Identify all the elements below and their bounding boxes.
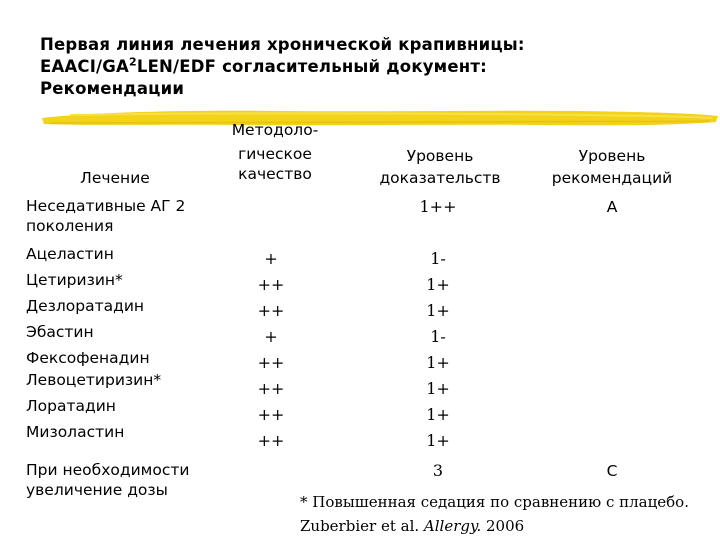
drug-evidence: 1+ <box>426 353 450 372</box>
drug-quality: ++ <box>257 353 285 372</box>
drug-name: Фексофенадин <box>26 349 150 367</box>
reference-journal: Allergy. <box>423 517 482 535</box>
title-line-2-start: EAACI/GA <box>40 57 129 76</box>
drug-evidence: 1+ <box>426 405 450 424</box>
header-evidence-line-1: Уровень <box>406 147 474 165</box>
drug-name: Эбастин <box>26 323 94 341</box>
drug-quality: ++ <box>257 275 285 294</box>
header-treatment: Лечение <box>80 169 150 187</box>
drug-quality: + <box>264 249 278 268</box>
drug-evidence: 1+ <box>426 275 450 294</box>
group-1-recommendation: A <box>606 198 618 216</box>
drug-name: Ацеластин <box>26 245 114 263</box>
drug-name: Левоцетиризин* <box>26 371 162 389</box>
footnote-reference <box>300 516 524 536</box>
title-line-3: Рекомендации <box>40 79 185 98</box>
group-1-name-line-1: Неседативные АГ 2 <box>26 197 186 215</box>
drug-quality: ++ <box>257 379 285 398</box>
title-line-2-end: LEN/EDF согласительный документ: <box>136 57 487 76</box>
group-2-name-line-1: При необходимости <box>26 461 190 479</box>
header-recommendation-line-2: рекомендаций <box>551 169 673 187</box>
drug-evidence: 1+ <box>426 301 450 320</box>
title-line-1: Первая линия лечения хронической крапивницы: <box>40 35 525 54</box>
group-1-evidence: 1++ <box>419 197 457 216</box>
reference-authors: Zuberbier et al. <box>300 517 424 535</box>
group-1-name <box>26 196 185 236</box>
drug-name: Лоратадин <box>26 397 116 415</box>
header-method-quality-line-3: качество <box>238 165 312 183</box>
drug-quality: ++ <box>257 405 285 424</box>
reference-year: 2006 <box>481 517 525 535</box>
header-recommendation-line-1: Уровень <box>578 147 646 165</box>
header-method-quality <box>210 120 340 184</box>
title-line-2 <box>40 56 700 78</box>
highlight-brush-stroke <box>40 104 720 132</box>
group-2-name-line-2: увеличение дозы <box>26 481 168 499</box>
header-method-quality-line-2: гическое <box>238 145 312 163</box>
slide-title <box>40 34 700 100</box>
drug-evidence: 1- <box>430 327 446 346</box>
footnote-sedation: * Повышенная седация по сравнению с плацебо. <box>300 493 689 511</box>
header-recommendation-level <box>532 146 692 188</box>
drug-name: Цетиризин* <box>26 271 123 289</box>
drug-evidence: 1+ <box>426 431 450 450</box>
group-1-name-line-2: поколения <box>26 217 114 235</box>
drug-evidence: 1- <box>430 249 446 268</box>
drug-evidence: 1+ <box>426 379 450 398</box>
group-2-evidence: 3 <box>432 461 444 480</box>
group-2-name <box>26 460 189 500</box>
drug-quality: ++ <box>257 301 285 320</box>
drug-quality: ++ <box>257 431 285 450</box>
drug-name: Дезлоратадин <box>26 297 145 315</box>
header-method-quality-line-1: Методоло- <box>231 121 319 139</box>
drug-name: Мизоластин <box>26 423 125 441</box>
group-2-recommendation: C <box>606 462 618 480</box>
header-evidence-level <box>360 146 520 188</box>
title-superscript: 2 <box>129 55 137 69</box>
drug-quality: + <box>264 327 278 346</box>
header-evidence-line-2: доказательств <box>379 169 501 187</box>
